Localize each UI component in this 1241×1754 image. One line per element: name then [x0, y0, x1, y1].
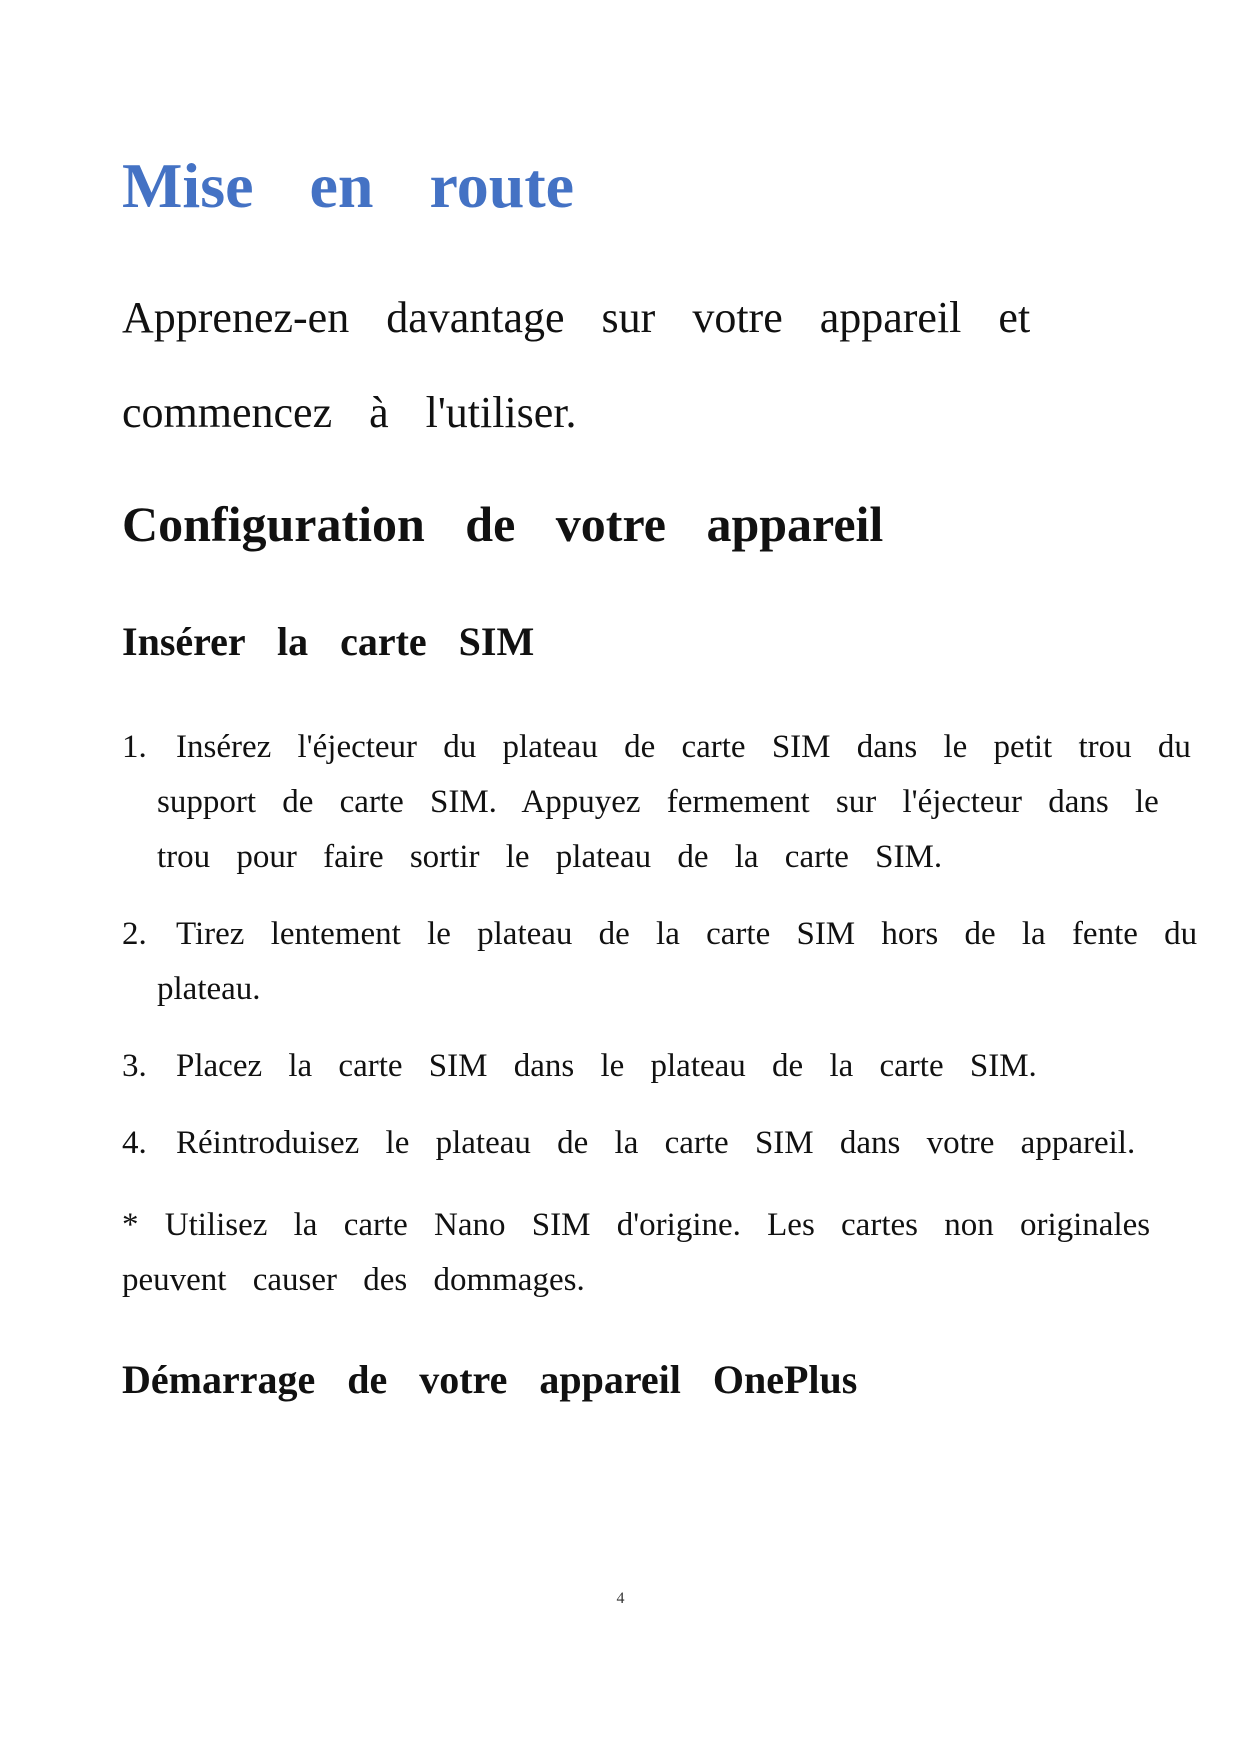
startup-heading: Démarrage de votre appareil OnePlus: [122, 1357, 858, 1402]
step-item: [122, 720, 1222, 885]
step-text-line: Placez la carte SIM dans le plateau de la carte SIM.: [176, 1048, 1037, 1084]
step-number: 3.: [122, 1048, 147, 1084]
step-text-line: Insérez l'éjecteur du plateau de carte SIM dans le petit trou du: [176, 729, 1191, 765]
step-number: 4.: [122, 1125, 147, 1161]
step-number: 2.: [122, 916, 147, 952]
section-heading: Configuration de votre appareil: [122, 496, 884, 552]
step-text-line: Tirez lentement le plateau de la carte SIM hors de la fente du: [176, 916, 1198, 952]
step-text-line: plateau.: [157, 971, 261, 1007]
sim-heading: Insérer la carte SIM: [122, 619, 535, 664]
step-item: [122, 1039, 1222, 1094]
step-item: [122, 907, 1222, 1017]
step-number: 1.: [122, 729, 147, 765]
sim-steps-list: [122, 720, 1222, 1193]
intro-paragraph: Apprenez-en davantage sur votre appareil et commencez à l'utiliser.: [122, 293, 1031, 437]
step-text-line: trou pour faire sortir le plateau de la carte SIM.: [157, 839, 943, 875]
page-number: 4: [616, 1590, 625, 1607]
step-item: [122, 1116, 1222, 1171]
sim-note: [122, 1198, 1222, 1308]
note-line: * Utilisez la carte Nano SIM d'origine. Les cartes non originales: [122, 1207, 1151, 1243]
note-line: peuvent causer des dommages.: [122, 1262, 585, 1298]
step-text-line: Réintroduisez le plateau de la carte SIM dans votre appareil.: [176, 1125, 1136, 1161]
page-title: Mise en route: [122, 150, 575, 221]
step-text-line: support de carte SIM. Appuyez fermement sur l'éjecteur dans le: [157, 784, 1159, 820]
